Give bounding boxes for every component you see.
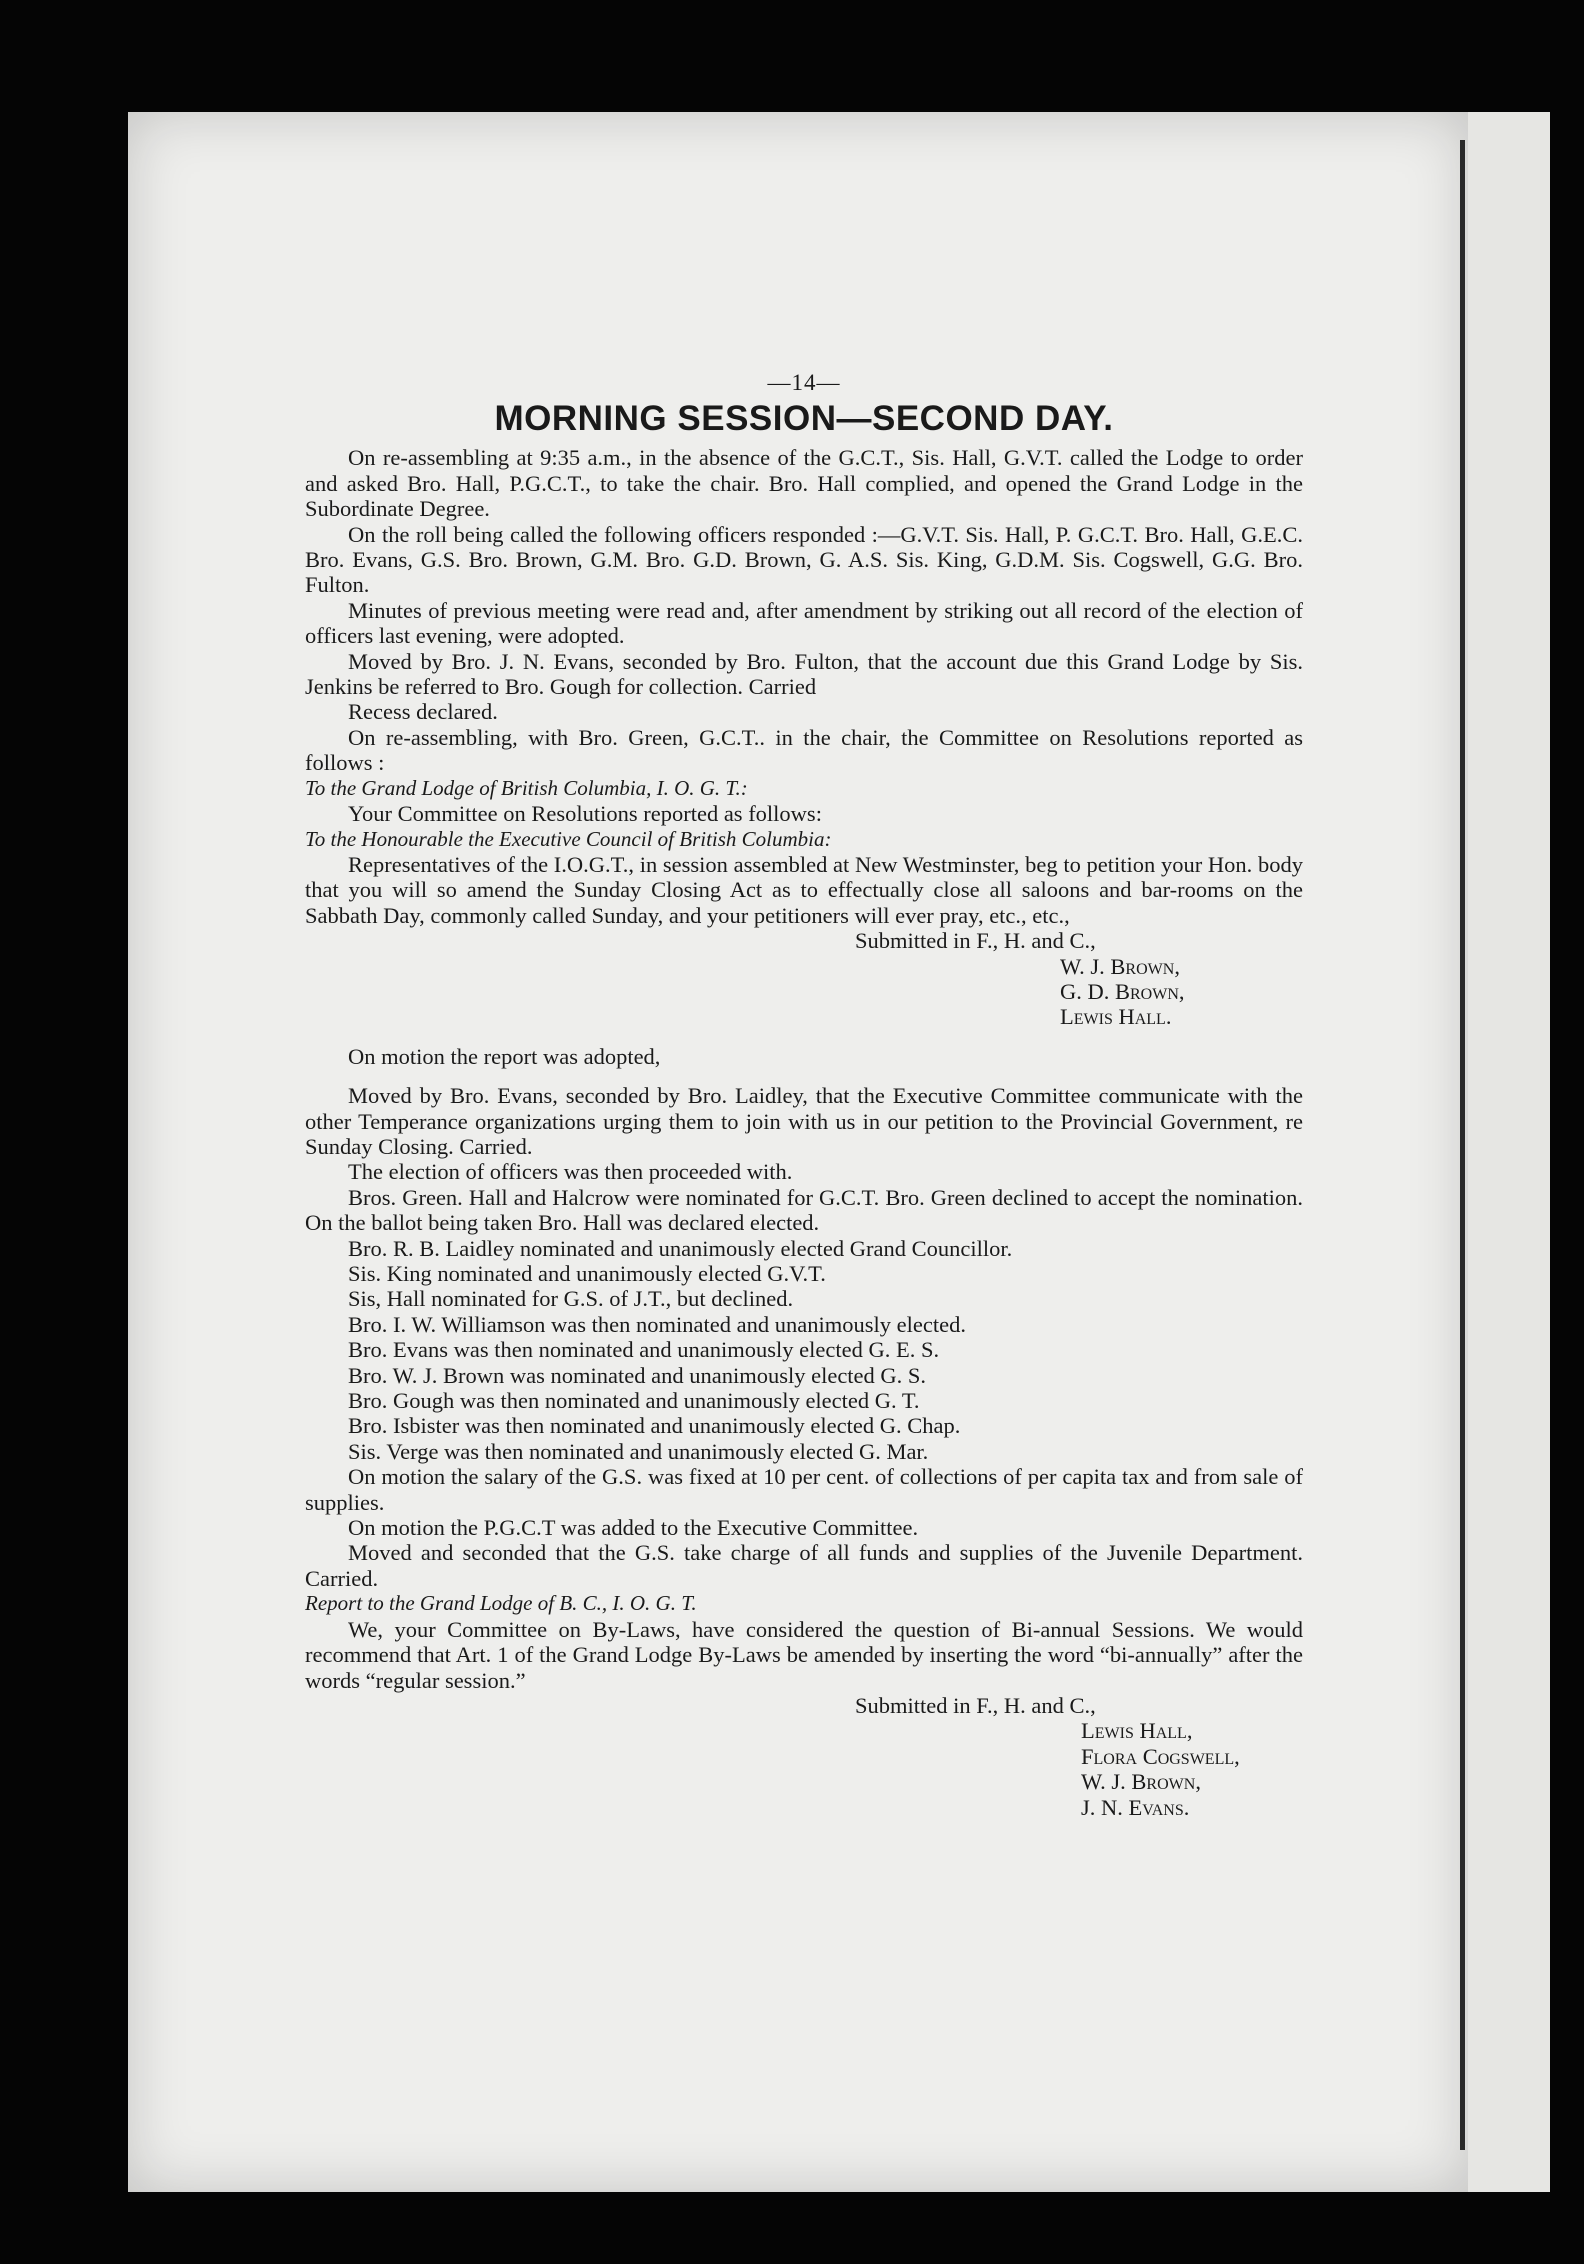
bylaws-text: We, your Committee on By-Laws, have considered the question of Bi-annual Sessions. We would recommend that Art. 1 of the Grand Lodge By-Laws be amended by inserting the word “bi-annually” after the words “regular session.”: [305, 1616, 1303, 1693]
paragraph: Your Committee on Resolutions reported as follows:: [348, 801, 822, 827]
paragraph: Bro. W. J. Brown was nominated and unanimously elected G. S.: [348, 1362, 927, 1388]
paragraph: Bro. Evans was then nominated and unanimously elected G. E. S.: [348, 1337, 940, 1363]
paragraph: Minutes of previous meeting were read and, after amendment by striking out all record of the election of officers last evening, were adopted.: [305, 597, 1303, 649]
submitted-line: Submitted in F., H. and C.,: [855, 1692, 1096, 1718]
paragraph: Moved by Bro. Evans, seconded by Bro. Laidley, that the Executive Committee communicate with the other Temperance organizations urging them to join with us in our petition to the Provincial Government, re Sunday Closing. Carried.: [305, 1083, 1303, 1159]
paragraph: Sis, Hall nominated for G.S. of J.T., but declined.: [348, 1286, 794, 1312]
paragraph: On re-assembling, with Bro. Green, G.C.T.. in the chair, the Committee on Resolutions reported as follows :: [305, 724, 1303, 776]
paragraph: On motion the salary of the G.S. was fixed at 10 per cent. of collections of per capita tax and from sale of supplies.: [305, 1464, 1303, 1515]
page-fold-line: [1460, 140, 1465, 2150]
paragraph: Bro. I. W. Williamson was then nominated and unanimously elected.: [348, 1311, 966, 1337]
paragraph: On the roll being called the following officers responded :—G.V.T. Sis. Hall, P. G.C.T. Bro. Hall, G.E.C. Bro. Evans, G.S. Bro. Brown, G.M. Bro. G.D. Brown, G. A.S. Sis. King, G.D.M. Sis. Cogswell, G.G. Bro. Fulton.: [305, 521, 1303, 598]
signer-name: J. N. Evans.: [1081, 1794, 1190, 1820]
signer-name: G. D. Brown,: [1060, 978, 1185, 1004]
address-line: To the Honourable the Executive Council of British Columbia:: [305, 826, 832, 851]
petition-text: Representatives of the I.O.G.T., in session assembled at New Westminster, beg to petition your Hon. body that you will so amend the Sunday Closing Act as to effectually close all saloons and bar-rooms on the Sabbath Day, commonly called Sunday, and your petitioners will ever pray, etc., etc.,: [305, 851, 1303, 928]
facing-page-edge: [1468, 112, 1550, 2192]
paragraph: Bro. Isbister was then nominated and unanimously elected G. Chap.: [348, 1413, 961, 1439]
paragraph: Sis. Verge was then nominated and unanimously elected G. Mar.: [348, 1438, 929, 1464]
signer-name: W. J. Brown,: [1060, 953, 1180, 979]
page-number: —14—: [767, 370, 841, 395]
address-line: Report to the Grand Lodge of B. C., I. O. G. T.: [305, 1591, 697, 1616]
paragraph: Moved by Bro. J. N. Evans, seconded by Bro. Fulton, that the account due this Grand Lodge by Sis. Jenkins be referred to Bro. Gough for collection. Carried: [305, 648, 1303, 700]
paragraph: Bros. Green. Hall and Halcrow were nominated for G.C.T. Bro. Green declined to accept the nomination. On the ballot being taken Bro. Hall was declared elected.: [305, 1184, 1303, 1236]
paragraph: Bro. Gough was then nominated and unanimously elected G. T.: [348, 1388, 920, 1414]
session-heading: MORNING SESSION—SECOND DAY.: [494, 399, 1114, 439]
signer-name: Lewis Hall,: [1081, 1718, 1193, 1744]
signer-name: Lewis Hall.: [1060, 1004, 1172, 1030]
paragraph: Moved and seconded that the G.S. take charge of all funds and supplies of the Juvenile Department. Carried.: [305, 1540, 1303, 1591]
paragraph: Sis. King nominated and unanimously elected G.V.T.: [348, 1261, 826, 1286]
paragraph: On motion the P.G.C.T was added to the Executive Committee.: [348, 1515, 919, 1541]
document-body: [305, 370, 1303, 1820]
paragraph: The election of officers was then proceeded with.: [348, 1159, 793, 1185]
paragraph: On motion the report was adopted,: [348, 1043, 661, 1069]
signer-name: W. J. Brown,: [1081, 1769, 1201, 1795]
paragraph: On re-assembling at 9:35 a.m., in the absence of the G.C.T., Sis. Hall, G.V.T. called the Lodge to order and asked Bro. Hall, P.G.C.T., to take the chair. Bro. Hall complied, and opened the Grand Lodge in the Subordinate Degree.: [305, 445, 1303, 522]
address-line: To the Grand Lodge of British Columbia, I. O. G. T.:: [305, 775, 748, 800]
paragraph: Bro. R. B. Laidley nominated and unanimously elected Grand Councillor.: [348, 1235, 1013, 1261]
signer-name: Flora Cogswell,: [1081, 1743, 1240, 1769]
submitted-line: Submitted in F., H. and C.,: [855, 928, 1096, 954]
paragraph: Recess declared.: [348, 699, 498, 725]
